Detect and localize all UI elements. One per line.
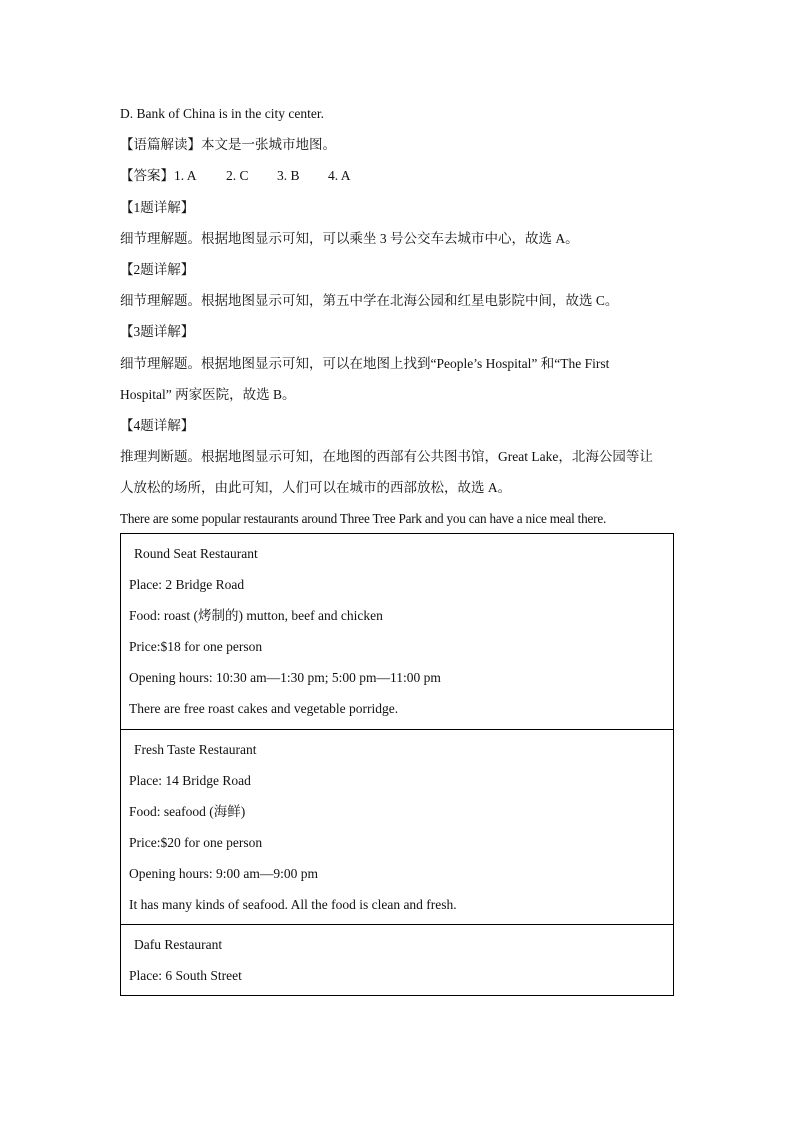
restaurant-note: There are free roast cakes and vegetable porridge. [129,701,399,717]
q2-heading: 【2题详解】 [120,261,195,277]
document-body [120,98,680,535]
reading-label: 【语篇解读】 [120,137,201,153]
restaurant-food: Food: roast (烤制的) mutton, beef and chicken [129,608,383,624]
restaurant-name: Dafu Restaurant [134,937,223,953]
restaurant-note: It has many kinds of seafood. All the food is clean and fresh. [129,897,457,913]
restaurant-place: Place: 6 South Street [129,968,242,984]
q4-heading: 【4题详解】 [120,417,195,433]
restaurant-name: Round Seat Restaurant [134,546,258,561]
restaurant-card [121,924,673,995]
restaurant-table [120,533,674,996]
reading-text: 本文是一张城市地图。 [201,137,336,153]
reading-interpretation [120,129,680,160]
answer-4: 4. A [328,168,351,184]
q2-explanation: 细节理解题。根据地图显示可知，第五中学在北海公园和红星电影院中间，故选 C。 [120,293,619,309]
restaurant-place: Place: 2 Bridge Road [129,577,245,593]
q1-explanation: 细节理解题。根据地图显示可知，可以乘坐 3 号公交车去城市中心，故选 A。 [120,230,579,246]
restaurant-card [121,729,673,925]
answer-2: 2. C [226,168,249,184]
q1-heading: 【1题详解】 [120,199,195,215]
q4-explanation-line1: 推理判断题。根据地图显示可知，在地图的西部有公共图书馆，Great Lake，北海公园等让 [120,449,653,465]
answer-1: 1. A [174,168,197,184]
restaurant-hours: Opening hours: 9:00 am—9:00 pm [129,865,318,881]
q4-explanation-line2: 人放松的场所，由此可知，人们可以在城市的西部放松，故选 A。 [120,480,512,496]
restaurant-place: Place: 14 Bridge Road [129,772,251,788]
restaurant-intro: There are some popular restaurants around Three Tree Park and you can have a nice meal there. [120,511,607,527]
q3-heading: 【3题详解】 [120,324,195,340]
q3-explanation-line2: Hospital” 两家医院，故选 B。 [120,386,296,402]
q3-explanation-line1: 细节理解题。根据地图显示可知，可以在地图上找到“People’s Hospital” 和“The First [120,355,610,371]
answer-label: 【答案】 [120,168,174,184]
restaurant-card [121,534,673,729]
restaurant-hours: Opening hours: 10:30 am—1:30 pm; 5:00 pm—11:00 pm [129,670,441,686]
restaurant-price: Price:$20 for one person [129,834,263,850]
answer-3: 3. B [277,168,300,184]
restaurant-price: Price:$18 for one person [129,639,263,655]
option-d: D. Bank of China is in the city center. [120,106,324,121]
restaurant-name: Fresh Taste Restaurant [134,741,257,757]
answer-line [120,160,680,191]
restaurant-food: Food: seafood (海鲜) [129,803,246,819]
